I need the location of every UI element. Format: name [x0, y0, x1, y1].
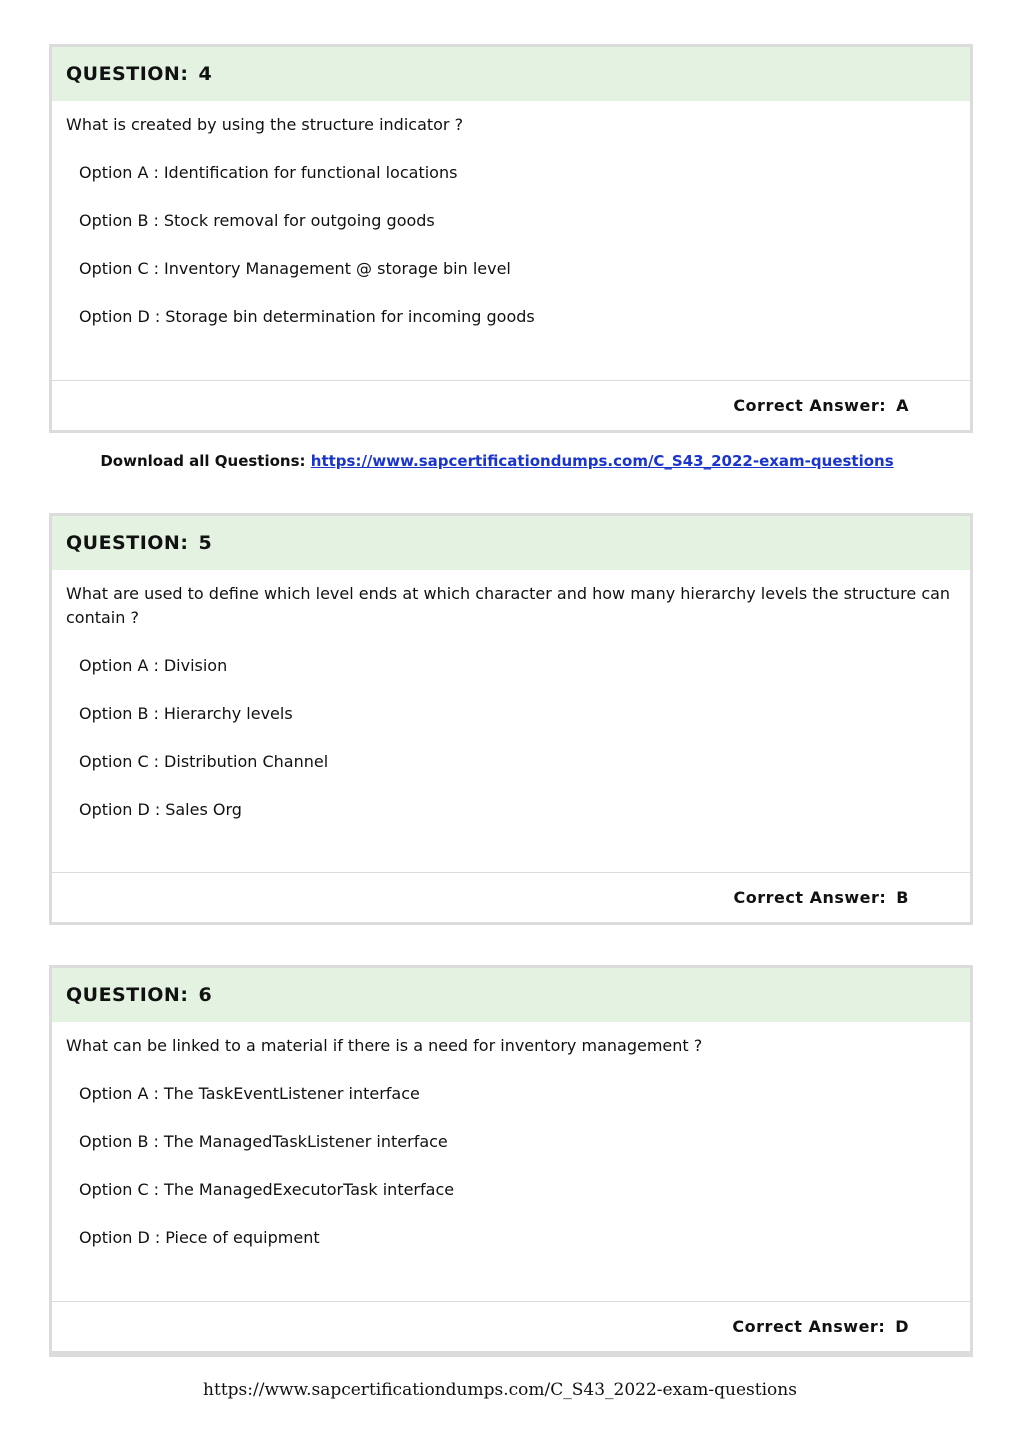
question-card-5: [49, 513, 973, 925]
option-text: Sales Org: [165, 800, 242, 819]
question-text: What can be linked to a material if there is a need for inventory management ?: [66, 1036, 703, 1055]
option-key: Option C: [79, 1180, 149, 1199]
option-key: Option A: [79, 163, 149, 182]
option-c: [79, 750, 956, 774]
option-text: Stock removal for outgoing goods: [163, 211, 435, 230]
option-separator: :: [153, 656, 159, 675]
option-key: Option B: [79, 704, 149, 723]
answer-value: A: [896, 396, 909, 415]
option-key: Option D: [79, 1228, 150, 1247]
download-link[interactable]: https://www.sapcertificationdumps.com/C_S43_2022-exam-questions: [310, 452, 894, 470]
question-body: [52, 570, 970, 822]
question-card-6: [49, 965, 973, 1357]
option-a: [79, 1082, 956, 1106]
option-text: The ManagedExecutorTask interface: [164, 1180, 455, 1199]
option-separator: :: [153, 163, 159, 182]
option-key: Option D: [79, 307, 150, 326]
option-separator: :: [153, 704, 159, 723]
option-text: Hierarchy levels: [163, 704, 293, 723]
answer-footer: [52, 380, 970, 430]
option-d: [79, 305, 956, 329]
option-d: [79, 1226, 956, 1250]
answer-label: Correct Answer:: [733, 396, 887, 415]
answer-label: Correct Answer:: [733, 888, 887, 907]
option-text: Distribution Channel: [164, 752, 329, 771]
question-header: [52, 968, 970, 1022]
option-key: Option A: [79, 656, 149, 675]
option-a: [79, 654, 956, 678]
option-separator: :: [153, 1132, 159, 1151]
question-body: [52, 1022, 970, 1250]
download-label: Download all Questions:: [100, 452, 306, 470]
answer-value: D: [895, 1317, 909, 1336]
option-text: Piece of equipment: [165, 1228, 320, 1247]
question-number: 6: [198, 984, 213, 1006]
option-separator: :: [153, 259, 160, 278]
question-header: [52, 47, 970, 101]
answer-footer: [52, 1301, 970, 1351]
option-text: Inventory Management @ storage bin level: [164, 259, 511, 278]
question-label: QUESTION:: [66, 984, 189, 1006]
option-separator: :: [154, 1228, 161, 1247]
option-d: [79, 798, 956, 822]
option-key: Option B: [79, 211, 149, 230]
option-text: Identification for functional locations: [163, 163, 458, 182]
option-separator: :: [154, 307, 161, 326]
option-separator: :: [153, 752, 160, 771]
footer-url: https://www.sapcertificationdumps.com/C_S43_2022-exam-questions: [203, 1380, 797, 1400]
option-b: [79, 1130, 956, 1154]
question-text: What is created by using the structure indicator ?: [66, 115, 464, 134]
question-number: 4: [198, 63, 213, 85]
option-key: Option B: [79, 1132, 149, 1151]
option-c: [79, 257, 956, 281]
answer-footer: [52, 872, 970, 922]
download-line: [0, 452, 994, 470]
question-number: 5: [198, 532, 213, 554]
option-a: [79, 161, 956, 185]
option-c: [79, 1178, 956, 1202]
question-label: QUESTION:: [66, 532, 189, 554]
option-separator: :: [153, 1084, 159, 1103]
question-header: [52, 516, 970, 570]
question-text: What are used to define which level ends at which character and how many hierarchy levels the structure can contain ?: [66, 584, 951, 627]
option-b: [79, 702, 956, 726]
option-key: Option C: [79, 259, 149, 278]
option-key: Option C: [79, 752, 149, 771]
option-key: Option A: [79, 1084, 149, 1103]
question-card-4: [49, 44, 973, 433]
answer-label: Correct Answer:: [732, 1317, 886, 1336]
option-text: The ManagedTaskListener interface: [163, 1132, 448, 1151]
option-separator: :: [154, 800, 161, 819]
option-separator: :: [153, 211, 159, 230]
option-text: Division: [163, 656, 228, 675]
option-separator: :: [153, 1180, 160, 1199]
option-b: [79, 209, 956, 233]
option-text: Storage bin determination for incoming goods: [165, 307, 535, 326]
question-label: QUESTION:: [66, 63, 189, 85]
question-body: [52, 101, 970, 329]
answer-value: B: [896, 888, 909, 907]
option-text: The TaskEventListener interface: [163, 1084, 420, 1103]
option-key: Option D: [79, 800, 150, 819]
